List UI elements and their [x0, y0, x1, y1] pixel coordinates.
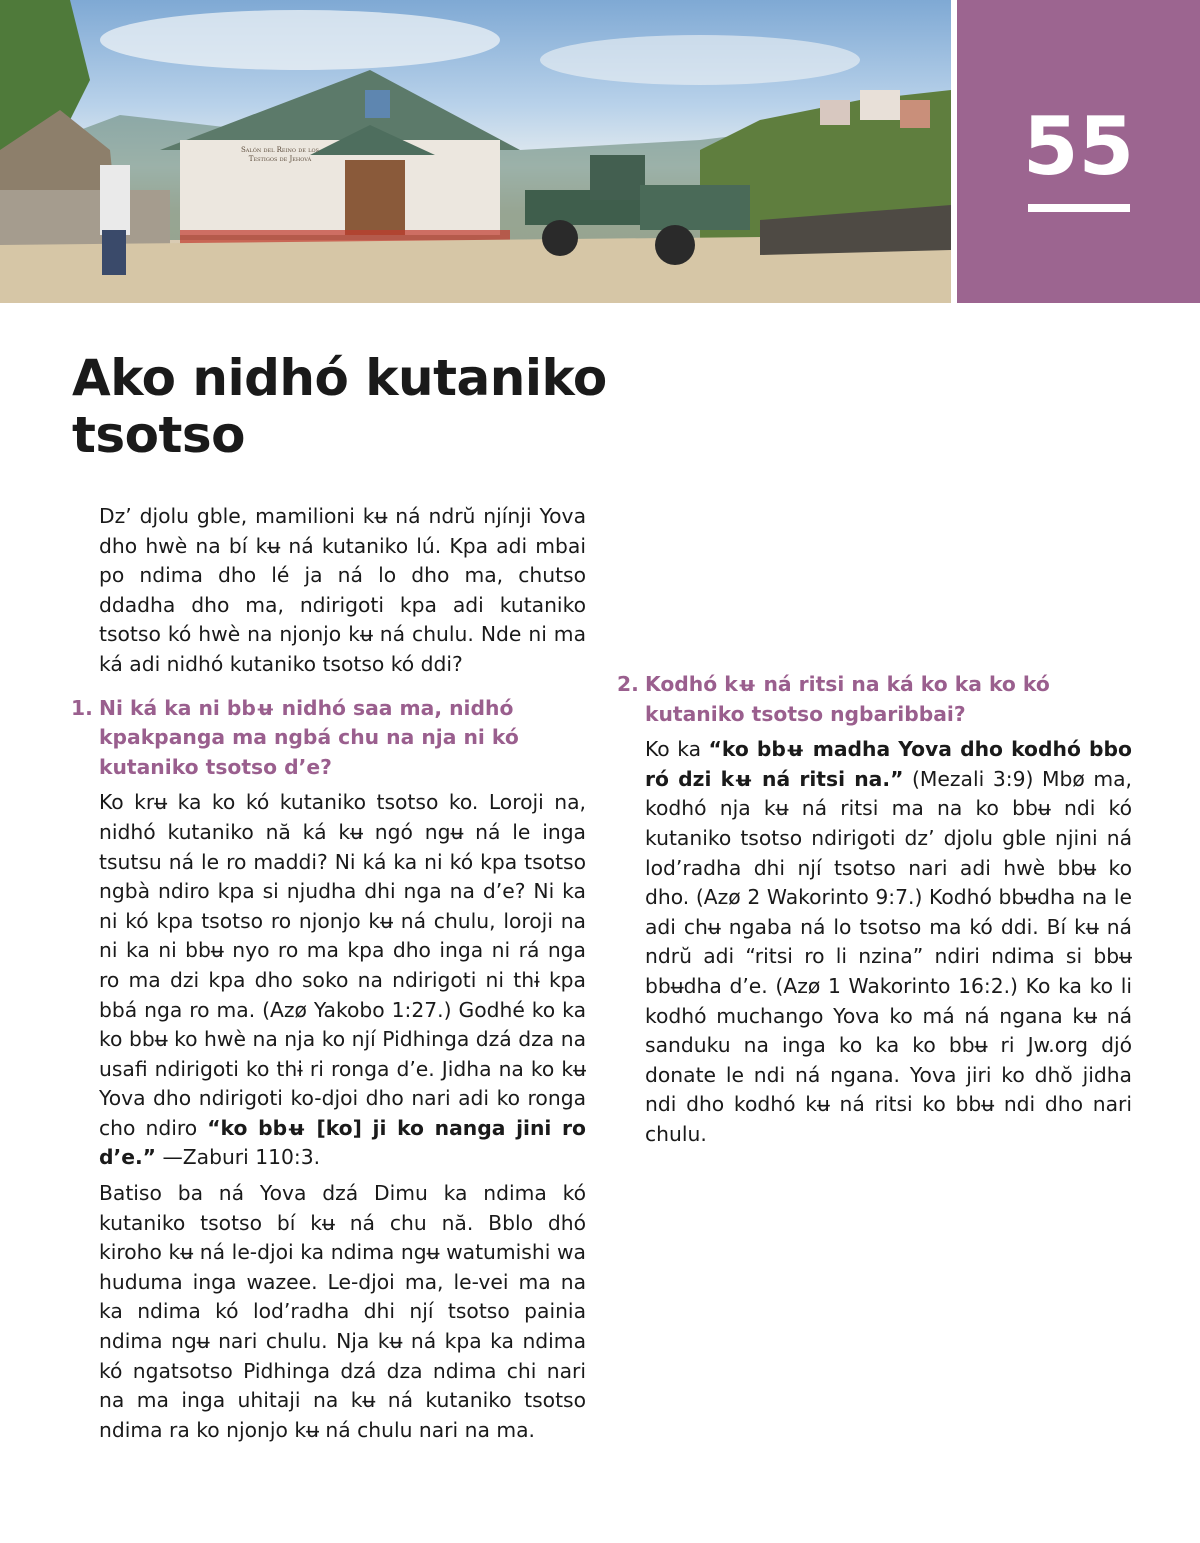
scripture-quote: “ko bbʉ madha Yova dho kodhó bbo ró dzi kʉ ná ritsi na.” [645, 737, 1132, 791]
section-2-paragraph-1 [645, 735, 1132, 1149]
question-number: 1. [71, 695, 93, 720]
illustration [0, 0, 951, 303]
right-column [617, 502, 1133, 1156]
intro-paragraph: Dz’ djolu gble, mamilioni kʉ ná ndrŭ njínji Yova dho hwè na bí kʉ ná kutaniko lú. Kpa adi mbai po ndima dho lé ja ná lo dho ma, chutso ddadha dho ma, ndirigoti kpa adi kutaniko tsotso kó hwè na njonjo kʉ ná chulu. Nde ni ma ká adi nidhó kutaniko tsotso kó ddi? [99, 504, 586, 676]
jw-org-logo [365, 90, 390, 118]
chapter-number: 55 [1022, 100, 1135, 193]
question-number: 2. [617, 672, 639, 696]
question-text: Ni ká ka ni bbʉ nidhó saa ma, nidhó kpakpanga ma ngbá chu na nja ni kó kutaniko tsotso d’e? [99, 695, 519, 779]
scripture-reference: —Zaburi 110:3. [156, 1145, 321, 1170]
kingdom-hall-sign: Salón del Reino de los Testigos de Jehová [241, 146, 319, 163]
section-1-paragraph-1 [99, 788, 586, 1173]
text: Ko krʉ ka ko kó kutaniko tsotso ko. Loroji na, nidhó kutaniko nă ká kʉ ngó ngʉ ná le inga tsutsu ná le ro maddi? Ni ká ka ni kó kpa tsotso ngbà ndiro kpa si njudha dhi nga na d’e? Ni ka ni kó kpa tsotso ro njonjo kʉ ná chulu, loroji na ni ka ni bbʉ nyo ro ma kpa dho inga ni rá nga ro ma dzi kpa dho soko na ndirigoti ni thɨ kpa bbá nga ro ma. (Azø Yakobo 1:27.) Godhé ko ka ko bbʉ ko hwè na nja ko njí Pidhinga dzá dza na usafi ndirigoti ko thɨ ri ronga d’e. Jidha na ko kʉ Yova dho ndirigoti ko-djoi dho nari adi ko ronga cho ndiro [99, 790, 586, 1140]
question-1 [71, 694, 586, 783]
chapter-badge [957, 0, 1200, 303]
scripture-quote: “ko bbʉ [ko] ji ko nanga jini ro d’e.” [99, 1115, 586, 1170]
question-2 [617, 670, 1132, 729]
left-column [71, 502, 586, 1451]
chapter-underline [1028, 204, 1130, 212]
text: (Mezali 3:9) Mbø ma, kodhó nja kʉ ná ritsi ma na ko bbʉ ndi kó kutaniko tsotso ndirigoti dz’ djolu gble njini ná lod’radha dhi njí tsotso nari adi hwè bbʉ ko dho. (Azø 2 Wakorinto 9:7.) Kodhó bbʉdha na le adi chʉ ngaba ná lo tsotso ma kó ddi. Bí kʉ ná ndrŭ adi “ritsi ro li nzina” ndiri ndima si bbʉ bbʉdha d’e. (Azø 1 Wakorinto 16:2.) Ko ka ko li kodhó muchango Yova ko má ná ngana kʉ ná sanduku na inga ko ka ko bbʉ ri Jw.org djó donate le ndi ná ngana. Yova jiri ko dhŏ jidha ndi dho kodhó kʉ ná ritsi ko bbʉ ndi dho nari chulu. [645, 766, 1133, 1146]
page-title: Ako nidhó kutaniko tsotso [72, 349, 607, 464]
header-photo-kingdom-hall [0, 0, 951, 303]
section-1-paragraph-2: Batiso ba ná Yova dzá Dimu ka ndima kó kutaniko tsotso bí kʉ ná chu nă. Bblo dhó kiroho kʉ ná le-djoi ka ndima ngʉ watumishi wa huduma inga wazee. Le-djoi ma, le-vei ma na ka ndima kó lod’radha dhi njí tsotso painia ndima ngʉ nari chulu. Nja kʉ ná kpa ka ndima kó ngatsotso Pidhinga dzá dza ndima chi nari na ma inga uhitaji na kʉ ná kutaniko tsotso ndima ra ko njonjo kʉ ná chulu nari na ma. [99, 1181, 586, 1442]
text: Ko ka [645, 737, 709, 762]
question-text: Kodhó kʉ ná ritsi na ká ko ka ko kó kutaniko tsotso ngbaribbai? [645, 672, 1050, 726]
